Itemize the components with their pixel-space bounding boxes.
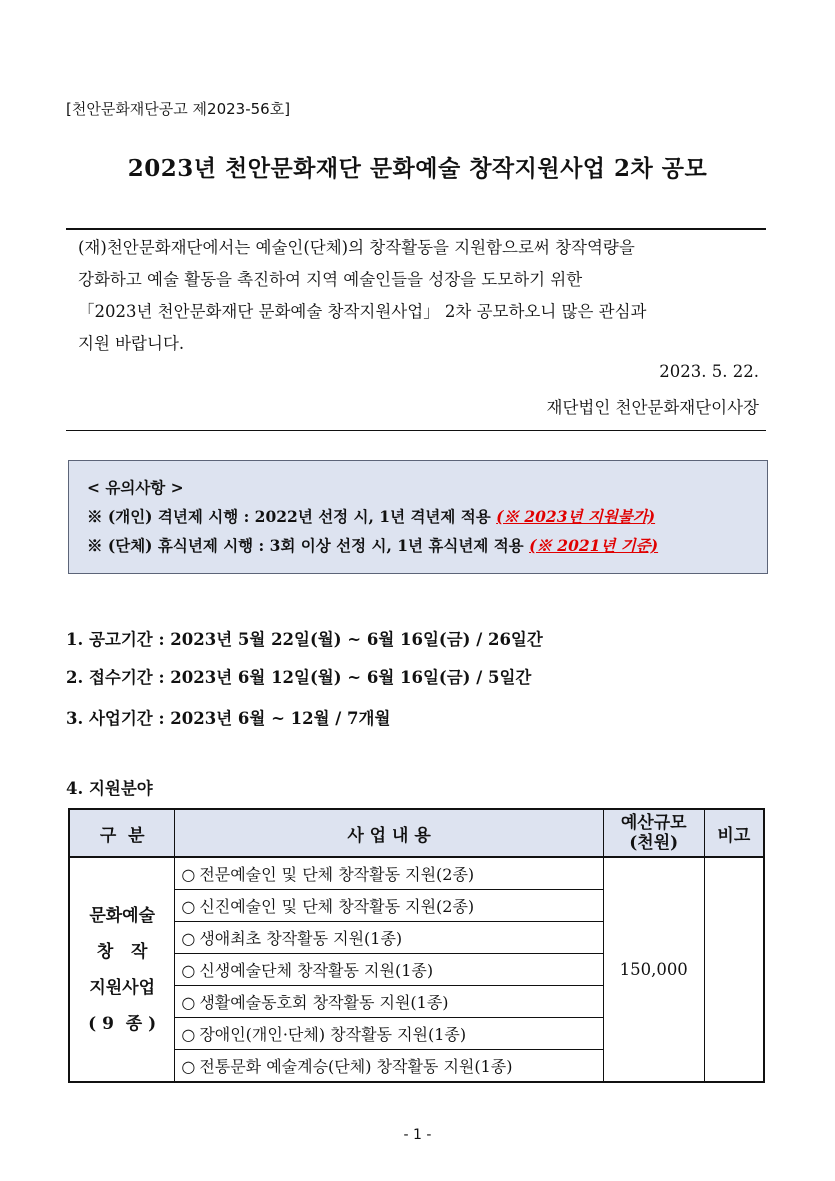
remarks-cell bbox=[704, 857, 764, 1082]
budget-header-line: 예산규모 bbox=[620, 813, 687, 833]
column-header-content: 사 업 내 용 bbox=[175, 809, 603, 857]
program-name: 장애인(개인·단체) 창작활동 지원(1종) bbox=[199, 1025, 467, 1044]
category-line: 지원사업 bbox=[89, 977, 156, 998]
schedule-announcement-period: 1. 공고기간 : 2023년 5월 22일(월) ~ 6월 16일(금) / 26일간 bbox=[66, 630, 543, 649]
circle-bullet-icon: ○ bbox=[181, 1057, 196, 1076]
program-item bbox=[175, 922, 603, 954]
category-line: 문화예술 bbox=[89, 905, 156, 926]
circle-bullet-icon: ○ bbox=[181, 865, 196, 884]
schedule-application-period: 2. 접수기간 : 2023년 6월 12일(월) ~ 6월 16일(금) / 5일간 bbox=[66, 668, 532, 687]
document-title: 2023년 천안문화재단 문화예술 창작지원사업 2차 공모 bbox=[127, 155, 708, 182]
column-header-budget bbox=[603, 809, 704, 857]
schedule-project-period: 3. 사업기간 : 2023년 6월 ~ 12월 / 7개월 bbox=[66, 709, 391, 728]
budget-cell: 150,000 bbox=[603, 857, 704, 1082]
program-name: 전통문화 예술계승(단체) 창작활동 지원(1종) bbox=[199, 1057, 513, 1076]
caution-text: ※ (개인) 격년제 시행 : 2022년 선정 시, 1년 격년제 적용 bbox=[87, 507, 491, 526]
circle-bullet-icon: ○ bbox=[181, 961, 196, 980]
program-name: 생애최초 창작활동 지원(1종) bbox=[199, 929, 403, 948]
caution-text: ※ (단체) 휴식년제 시행 : 3회 이상 선정 시, 1년 휴식년제 적용 bbox=[87, 536, 524, 555]
support-table bbox=[68, 808, 765, 1083]
program-item bbox=[175, 954, 603, 986]
circle-bullet-icon: ○ bbox=[181, 897, 196, 916]
issuer: 재단법인 천안문화재단이사장 bbox=[546, 398, 759, 417]
program-name: 전문예술인 및 단체 창작활동 지원(2종) bbox=[199, 865, 475, 884]
program-name: 생활예술동호회 창작활동 지원(1종) bbox=[199, 993, 449, 1012]
intro-divider bbox=[66, 430, 766, 431]
intro-paragraph bbox=[78, 232, 758, 360]
caution-heading: < 유의사항 > bbox=[87, 478, 184, 497]
category-line: 창 작 bbox=[96, 941, 148, 962]
program-item bbox=[175, 986, 603, 1018]
column-header-remarks: 비고 bbox=[704, 809, 764, 857]
support-section-title: 4. 지원분야 bbox=[66, 779, 153, 798]
program-name: 신생예술단체 창작활동 지원(1종) bbox=[199, 961, 434, 980]
intro-line: 강화하고 예술 활동을 촉진하여 지역 예술인들을 성장을 도모하기 위한 bbox=[78, 270, 583, 289]
notice-number: [천안문화재단공고 제2023-56호] bbox=[66, 100, 291, 118]
page-number: - 1 - bbox=[403, 1127, 432, 1143]
table-row bbox=[69, 857, 764, 890]
caution-note: (※ 2023년 지원불가) bbox=[496, 507, 656, 526]
program-item bbox=[175, 857, 603, 890]
intro-line: 「2023년 천안문화재단 문화예술 창작지원사업」 2차 공모하오니 많은 관심과 bbox=[78, 302, 647, 321]
intro-line: 지원 바랍니다. bbox=[78, 334, 185, 353]
intro-line: (재)천안문화재단에서는 예술인(단체)의 창작활동을 지원함으로써 창작역량을 bbox=[78, 238, 635, 257]
program-item bbox=[175, 890, 603, 922]
circle-bullet-icon: ○ bbox=[181, 1025, 196, 1044]
table-header-row bbox=[69, 809, 764, 857]
program-name: 신진예술인 및 단체 창작활동 지원(2종) bbox=[199, 897, 475, 916]
column-header-category: 구 분 bbox=[69, 809, 175, 857]
caution-note: (※ 2021년 기준) bbox=[529, 536, 659, 555]
caution-item-individual bbox=[87, 502, 749, 531]
circle-bullet-icon: ○ bbox=[181, 929, 196, 948]
caution-item-group bbox=[87, 531, 749, 560]
notice-date: 2023. 5. 22. bbox=[659, 362, 759, 381]
circle-bullet-icon: ○ bbox=[181, 993, 196, 1012]
title-divider bbox=[66, 228, 766, 230]
program-item bbox=[175, 1050, 603, 1083]
category-line: ( 9 종 ) bbox=[88, 1013, 157, 1034]
category-cell bbox=[69, 857, 175, 1082]
budget-header-unit: (천원) bbox=[629, 833, 679, 853]
program-item bbox=[175, 1018, 603, 1050]
caution-box bbox=[68, 460, 768, 574]
